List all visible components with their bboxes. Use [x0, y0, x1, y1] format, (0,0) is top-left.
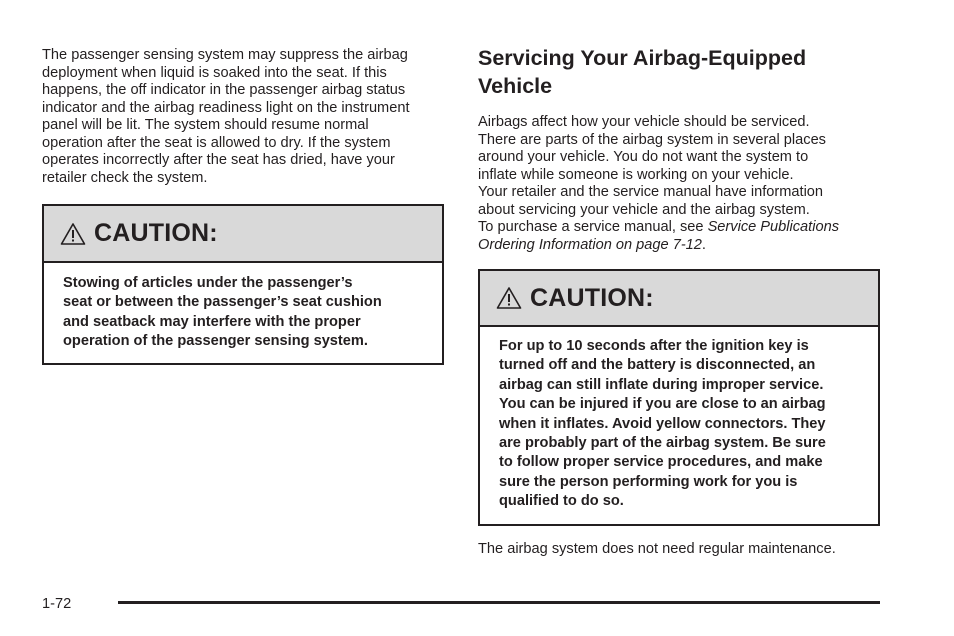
paragraph-line	[478, 237, 880, 255]
paragraph-line: The passenger sensing system may suppress the airbag	[42, 47, 408, 63]
paragraph-line: deployment when liquid is soaked into the seat. If this	[42, 64, 387, 81]
caution-text	[44, 263, 442, 352]
caution-line: You can be injured if you are close to an airbag	[499, 396, 826, 413]
heading-line: Vehicle	[478, 74, 553, 98]
servicing-paragraph	[478, 114, 880, 254]
paragraph-line: There are parts of the airbag system in several places	[478, 131, 826, 148]
paragraph-line: about servicing your vehicle and the airbag system.	[478, 201, 810, 218]
caution-line: seat or between the passenger’s seat cushion	[63, 294, 382, 311]
paragraph-line: operation after the seat is allowed to dry. If the system	[42, 134, 391, 151]
paragraph-line: indicator and the airbag readiness light on the instrument	[42, 99, 410, 116]
caution-line: when it inflates. Avoid yellow connectors. They	[499, 415, 826, 432]
paragraph-line	[478, 219, 880, 237]
caution-header	[44, 206, 442, 263]
paragraph-line: Airbags affect how your vehicle should be serviced.	[478, 114, 810, 130]
caution-line: Stowing of articles under the passenger’s	[63, 275, 353, 291]
warning-triangle-icon	[496, 286, 522, 310]
paragraph-line: operates incorrectly after the seat has dried, have your	[42, 152, 395, 168]
footer-rule	[118, 601, 880, 604]
caution-text	[480, 327, 878, 512]
paragraph-line: retailer check the system.	[42, 169, 208, 186]
paragraph-line: inflate while someone is working on your vehicle.	[478, 166, 794, 183]
service-publications-link[interactable]: Service Publications	[707, 219, 839, 235]
closing-sentence: The airbag system does not need regular maintenance.	[478, 541, 836, 557]
left-column	[42, 47, 444, 187]
caution-line: qualified to do so.	[499, 493, 624, 510]
caution-line: airbag can still inflate during improper service.	[499, 376, 824, 393]
paragraph-line: panel will be lit. The system should resume normal	[42, 117, 369, 133]
caution-title: CAUTION:	[94, 219, 218, 247]
right-column	[478, 44, 880, 254]
caution-line: For up to 10 seconds after the ignition key is	[499, 338, 809, 354]
caution-header	[480, 271, 878, 327]
service-publications-link-cont[interactable]: Ordering Information on page 7-12	[478, 236, 702, 253]
section-heading	[478, 44, 880, 100]
intro-paragraph	[42, 47, 444, 187]
caution-line: are probably part of the airbag system. Be sure	[499, 435, 826, 452]
paragraph-line: happens, the off indicator in the passenger airbag status	[42, 82, 406, 98]
caution-box-service	[478, 269, 880, 526]
paragraph-line: Your retailer and the service manual have information	[478, 184, 824, 200]
caution-line: and seatback may interfere with the proper	[63, 313, 361, 330]
caution-title: CAUTION:	[530, 283, 654, 312]
heading-line: Servicing Your Airbag-Equipped	[478, 46, 807, 70]
caution-box-passenger-seat	[42, 204, 444, 365]
warning-triangle-icon	[60, 222, 86, 246]
page-number: 1-72	[42, 596, 72, 612]
caution-line: operation of the passenger sensing system.	[63, 333, 368, 350]
caution-line: to follow proper service procedures, and make	[499, 454, 823, 471]
caution-line: sure the person performing work for you is	[499, 473, 798, 490]
paragraph-suffix: .	[701, 236, 706, 253]
caution-line: turned off and the battery is disconnected, an	[499, 357, 816, 374]
paragraph-line: around your vehicle. You do not want the system to	[478, 149, 809, 165]
paragraph-text: To purchase a service manual, see	[478, 219, 704, 235]
